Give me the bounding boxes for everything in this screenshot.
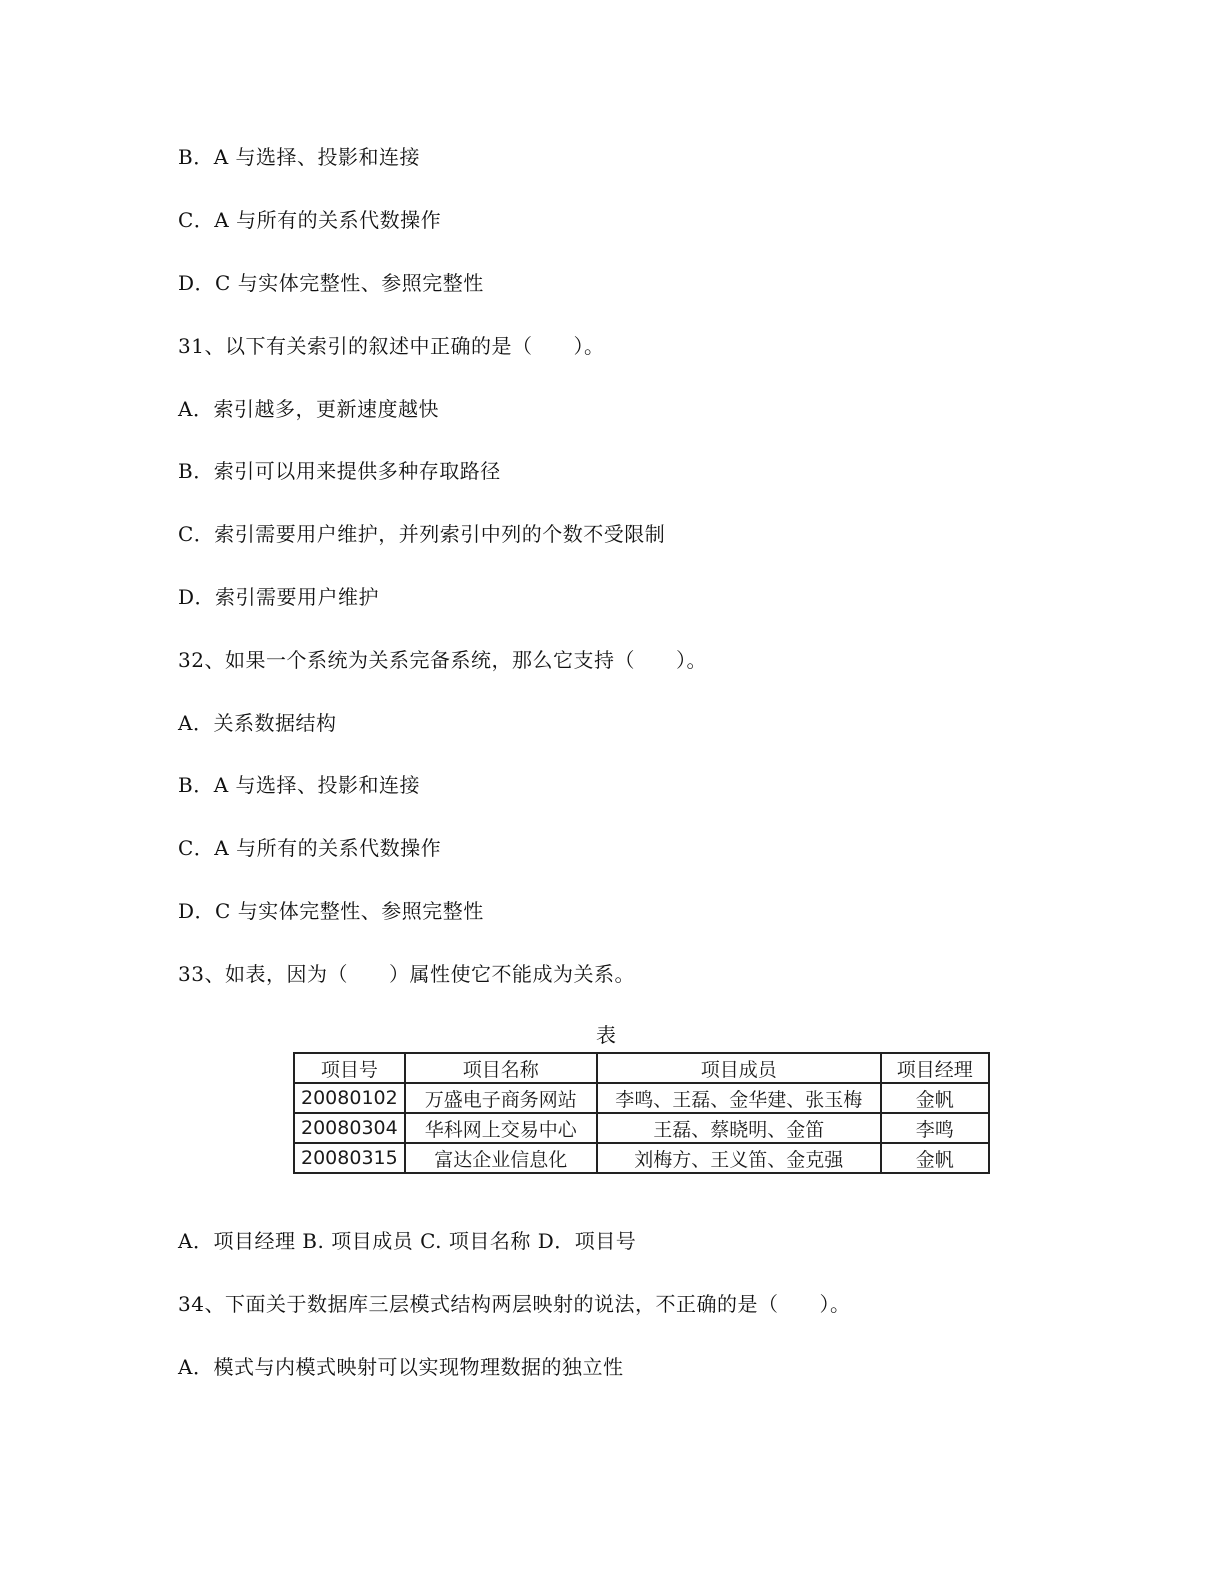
option-b-q31: B．索引可以用来提供多种存取路径: [178, 459, 501, 483]
header-project-name: 项目名称: [405, 1053, 597, 1083]
cell-project-id: 20080304: [294, 1113, 405, 1143]
question-33: 33、如表，因为（ ）属性使它不能成为关系。: [178, 962, 635, 986]
cell-project-members: 刘梅方、王义笛、金克强: [597, 1143, 881, 1173]
header-project-id: 项目号: [294, 1053, 405, 1083]
header-project-manager: 项目经理: [881, 1053, 989, 1083]
table-row: [294, 1083, 989, 1113]
option-d-q31: D．索引需要用户维护: [178, 585, 380, 609]
cell-project-id: 20080315: [294, 1143, 405, 1173]
cell-project-manager: 金帆: [881, 1143, 989, 1173]
header-project-members: 项目成员: [597, 1053, 881, 1083]
table-row: [294, 1113, 989, 1143]
project-table: [293, 1052, 990, 1174]
question-31: 31、以下有关索引的叙述中正确的是（ ）。: [178, 334, 605, 358]
cell-project-name: 万盛电子商务网站: [405, 1083, 597, 1113]
cell-project-members: 王磊、蔡晓明、金笛: [597, 1113, 881, 1143]
cell-project-id: 20080102: [294, 1083, 405, 1113]
table-caption: 表: [596, 1023, 616, 1047]
option-b-q32: B．A 与选择、投影和连接: [178, 773, 420, 797]
table-header-row: [294, 1053, 989, 1083]
cell-project-name: 华科网上交易中心: [405, 1113, 597, 1143]
option-a-q31: A．索引越多，更新速度越快: [178, 397, 439, 421]
cell-project-manager: 金帆: [881, 1083, 989, 1113]
option-a-q32: A．关系数据结构: [178, 711, 337, 735]
question-34: 34、下面关于数据库三层模式结构两层映射的说法，不正确的是（ ）。: [178, 1292, 851, 1316]
cell-project-manager: 李鸣: [881, 1113, 989, 1143]
option-d-q32: D．C 与实体完整性、参照完整性: [178, 899, 484, 923]
option-d-q30: D．C 与实体完整性、参照完整性: [178, 271, 484, 295]
option-b-q30: B．A 与选择、投影和连接: [178, 145, 420, 169]
options-q33: A．项目经理 B. 项目成员 C. 项目名称 D．项目号: [178, 1229, 637, 1253]
cell-project-name: 富达企业信息化: [405, 1143, 597, 1173]
question-32: 32、如果一个系统为关系完备系统，那么它支持（ ）。: [178, 648, 707, 672]
cell-project-members: 李鸣、王磊、金华建、张玉梅: [597, 1083, 881, 1113]
table-row: [294, 1143, 989, 1173]
option-c-q32: C．A 与所有的关系代数操作: [178, 836, 442, 860]
option-a-q34: A．模式与内模式映射可以实现物理数据的独立性: [178, 1355, 624, 1379]
option-c-q31: C．索引需要用户维护，并列索引中列的个数不受限制: [178, 522, 666, 546]
option-c-q30: C．A 与所有的关系代数操作: [178, 208, 442, 232]
